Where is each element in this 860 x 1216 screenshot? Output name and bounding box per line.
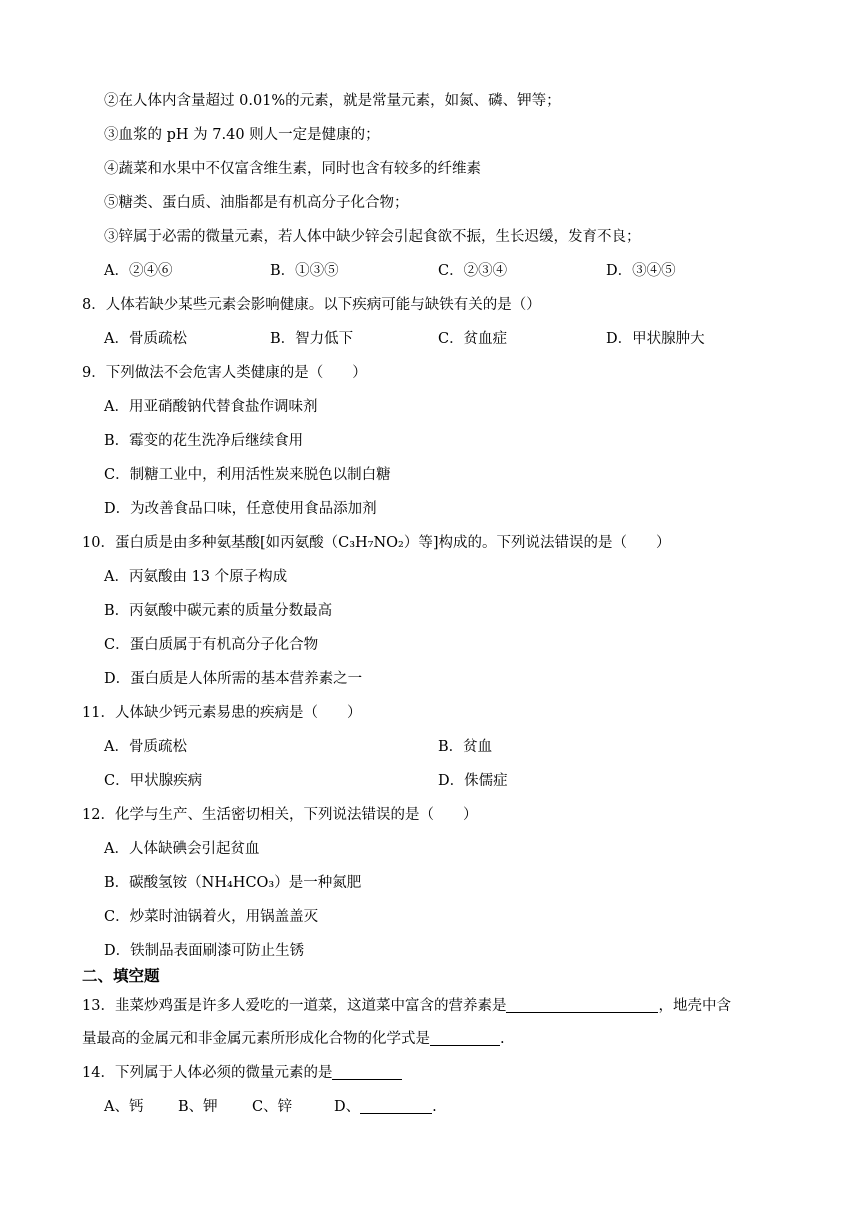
question-9-stem: 9．下列做法不会危害人类健康的是（ ）: [82, 365, 367, 381]
q11-option-c: C．甲状腺疾病: [104, 773, 203, 789]
question-14-stem: [82, 1063, 402, 1083]
q8-option-b: B．智力低下: [270, 331, 354, 347]
q14-stem-text: 14．下列属于人体必须的微量元素的是: [82, 1065, 333, 1081]
q13-text-1: 13．韭菜炒鸡蛋是许多人爱吃的一道菜，这道菜中富含的营养素是: [82, 998, 507, 1014]
q7-option-b: B．①③⑤: [270, 263, 339, 279]
q13-text-4: .: [500, 1031, 505, 1047]
q10-option-d: D．蛋白质是人体所需的基本营养素之一: [104, 671, 363, 687]
q7-option-a: A．②④⑥: [104, 263, 173, 279]
q11-option-b: B．贫血: [438, 739, 493, 755]
question-8-stem: 8．人体若缺少某些元素会影响健康。以下疾病可能与缺铁有关的是（）: [82, 297, 541, 313]
q8-option-c: C．贫血症: [438, 331, 508, 347]
q9-option-c: C．制糖工业中，利用活性炭来脱色以制白糖: [104, 467, 391, 483]
q9-option-d: D．为改善食品口味，任意使用食品添加剂: [104, 501, 377, 517]
q9-option-a: A．用亚硝酸钠代替食盐作调味剂: [104, 399, 318, 415]
question-13-line-2: [82, 1029, 505, 1049]
q7-option-d: D．③④⑤: [606, 263, 676, 279]
statement-6: ③锌属于必需的微量元素，若人体中缺少锌会引起食欲不振，生长迟缓，发育不良；: [104, 229, 641, 245]
statement-2: ②在人体内含量超过 0.01%的元素，就是常量元素，如氮、磷、钾等；: [104, 93, 561, 109]
q10-option-c: C．蛋白质属于有机高分子化合物: [104, 637, 319, 653]
question-13-line-1: [82, 996, 731, 1016]
statement-3: ③血浆的 pH 为 7.40 则人一定是健康的；: [104, 127, 380, 143]
q14-option-c: C、锌: [252, 1099, 293, 1115]
q13-answer-blank-2[interactable]: [430, 1029, 500, 1046]
question-12-stem: 12．化学与生产、生活密切相关，下列说法错误的是（ ）: [82, 807, 478, 823]
q14-option-a: A、钙: [104, 1099, 144, 1115]
q14-option-b: B、钾: [178, 1099, 218, 1115]
q14-option-d-blank[interactable]: [360, 1097, 432, 1114]
question-10-stem: 10．蛋白质是由多种氨基酸[如丙氨酸（C₃H₇NO₂）等]构成的。下列说法错误的是（ ）: [82, 535, 671, 551]
q12-option-d: D．铁制品表面刷漆可防止生锈: [104, 943, 305, 959]
statement-4: ④蔬菜和水果中不仅富含维生素，同时也含有较多的纤维素: [104, 161, 481, 177]
q9-option-b: B．霉变的花生洗净后继续食用: [104, 433, 304, 449]
q14-option-d: D、: [334, 1099, 361, 1115]
q11-option-a: A．骨质疏松: [104, 739, 187, 755]
q13-answer-blank-1[interactable]: [506, 996, 658, 1013]
q12-option-c: C．炒菜时油锅着火，用锅盖盖灭: [104, 909, 319, 925]
question-11-stem: 11．人体缺少钙元素易患的疾病是（ ）: [82, 705, 362, 721]
q8-option-a: A．骨质疏松: [104, 331, 187, 347]
q8-option-d: D．甲状腺肿大: [606, 331, 705, 347]
q11-option-d: D．侏儒症: [438, 773, 508, 789]
statement-5: ⑤糖类、蛋白质、油脂都是有机高分子化合物；: [104, 195, 409, 211]
q12-option-a: A．人体缺碘会引起贫血: [104, 841, 260, 857]
q14-tail: .: [432, 1099, 437, 1115]
section-heading-fill-in: 二、填空题: [82, 967, 160, 985]
q10-option-a: A．丙氨酸由 13 个原子构成: [104, 569, 288, 585]
q14-option-d-line: [334, 1097, 437, 1117]
q12-option-b: B．碳酸氢铵（NH₄HCO₃）是一种氮肥: [104, 875, 362, 891]
q13-text-2: ，地壳中含: [658, 998, 731, 1014]
q10-option-b: B．丙氨酸中碳元素的质量分数最高: [104, 603, 333, 619]
q13-text-3: 量最高的金属元和非金属元素所形成化合物的化学式是: [82, 1031, 430, 1047]
q14-answer-blank[interactable]: [332, 1063, 402, 1080]
q7-option-c: C．②③④: [438, 263, 508, 279]
